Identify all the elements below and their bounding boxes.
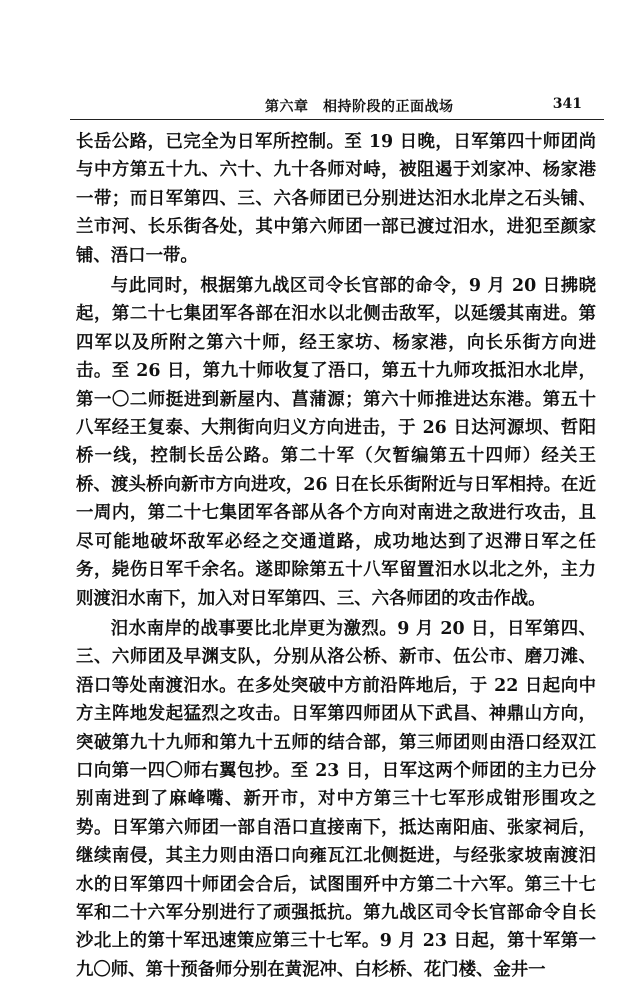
paragraph: 与此同时，根据第九战区司令长官部的命令，9 月 20 日拂晓起，第二十七集团军各部在汨水以北侧击敌军，以延缓其南进。第四军以及所附之第六十师，经王家坊、杨家港，向长乐街方向进击。至 26 日，第九十师收复了浯口，第五十九师攻抵汨水北岸，第一〇二师挺进到新屋内、菖蒲源；第六十师推进达东港。第五十八军经王复泰、大荆街向归义方向进击，于 26 日达河源坝、哲阳桥一线，控制长岳公路。第二十军（欠暂编第五十四师）经关王桥、渡头桥向新市方向进攻，26 日在长乐街附近与日军相持。在近一周内，第二十七集团军各部从各个方向对南进之敌进行攻击，且尽可能地破坏敌军必经之交通道路，成功地达到了迟滞日军之任务，毙伤日军千余名。遂即除第五十八军留置汨水以北之外，主力则渡汨水南下，加入对日军第四、三、六各师团的攻击作战。 [76, 276, 596, 609]
running-header [70, 94, 604, 120]
body-text [76, 128, 596, 984]
chapter-title: 第六章 相持阶段的正面战场 [265, 99, 454, 115]
header-rule [70, 119, 604, 120]
paragraph-continuation: 长岳公路，已完全为日军所控制。至 19 日晚，日军第四十师团尚与中方第五十九、六十、九十各师对峙，被阻遏于刘家冲、杨家港一带；而日军第四、三、六各师团已分别进达汨水北岸之石头铺、兰市河、长乐街各处，其中第六师团一部已渡过汨水，进犯至颜家铺、浯口一带。 [76, 132, 596, 266]
paragraph: 汨水南岸的战事要比北岸更为激烈。9 月 20 日，日军第四、三、六师团及早渊支队，分别从洛公桥、新市、伍公市、磨刀滩、浯口等处南渡汨水。在多处突破中方前沿阵地后，于 22 日起向中方主阵地发起猛烈之攻击。日军第四师团从下武昌、神鼎山方向，突破第九十九师和第九十五师的结合部，第三师团则由浯口经双江口向第一四〇师右翼包抄。至 23 日，日军这两个师团的主力已分别南进到了麻峰嘴、新开市，对中方第三十七军形成钳形围攻之势。日军第六师团一部自浯口直接南下，抵达南阳庙、张家祠后，继续南侵，其主力则由浯口向雍瓦江北侧挺进，与经张家坡南渡汨水的日军第四十师团会合后，试图围歼中方第二十六军。第三十七军和二十六军分别进行了顽强抵抗。第九战区司令长官部命令自长沙北上的第十军迅速策应第三十七军。9 月 23 日起，第十军第一九〇师、第十预备师分别在黄泥冲、白杉桥、花门楼、金井一 [76, 618, 596, 980]
page-number: 341 [552, 96, 582, 112]
